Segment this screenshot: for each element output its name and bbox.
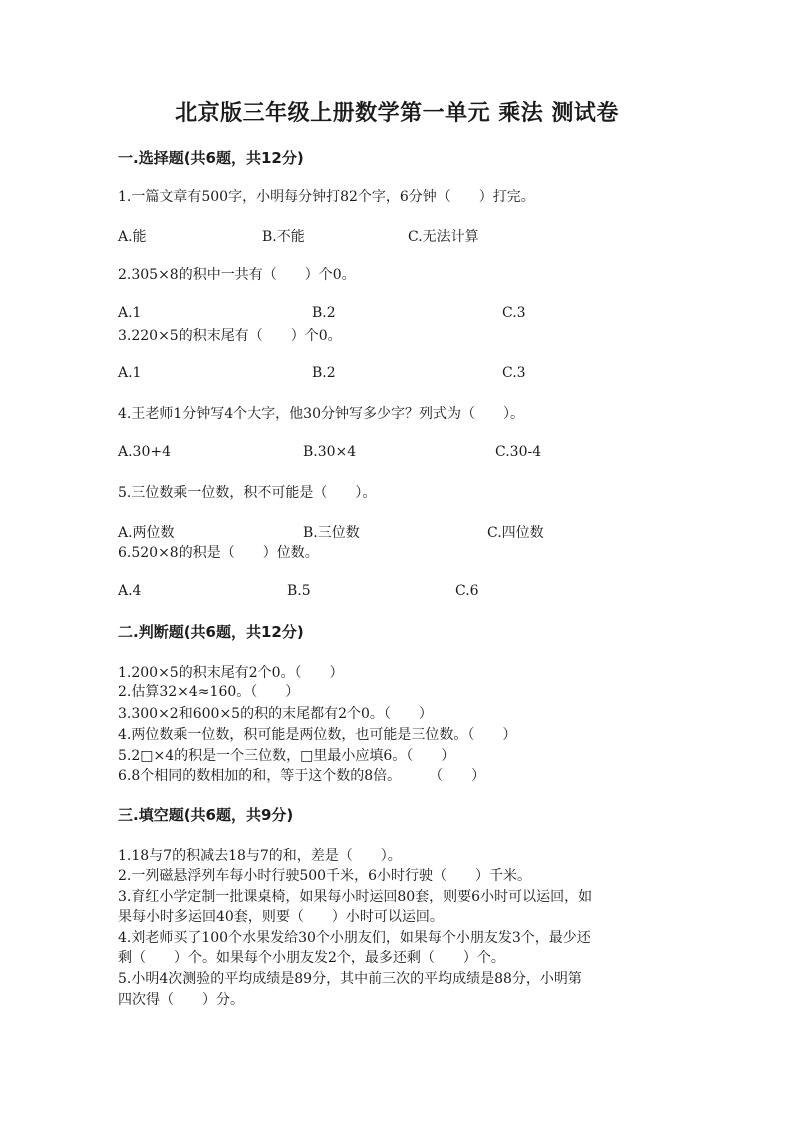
option-c: C.无法计算 [408,229,479,245]
fill-in-item-line: 果每小时多运回40套，则要（ ）小时可以运回。 [118,909,444,925]
option-c: C.30-4 [495,444,542,460]
fill-in-item-line: 5.小明4次测验的平均成绩是89分，其中前三次的平均成绩是88分，小明第 [118,971,582,987]
section-heading-choice: 一.选择题(共6题，共12分) [118,149,304,167]
fill-in-item: 1.18与7的积减去18与7的和，差是（ ）。 [118,848,402,864]
fill-in-item-line: 四次得（ ）分。 [118,992,244,1008]
option-c: C.3 [502,365,526,381]
option-a: A.1 [118,305,142,321]
option-b: B.2 [312,365,336,381]
option-a: A.1 [118,365,142,381]
option-a: A.4 [118,583,142,599]
fill-in-item: 2.一列磁悬浮列车每小时行驶500千米，6小时行驶（ ）千米。 [118,868,531,884]
question-text: 3.220×5的积末尾有（ ）个0。 [118,328,342,344]
judgement-item: 3.300×2和600×5的积的末尾都有2个0。（ ） [118,706,433,722]
fill-in-item-line: 4.刘老师买了100个水果发给30个小朋友们，如果每个小朋友发3个，最少还 [118,930,591,946]
judgement-item: 4.两位数乘一位数，积可能是两位数，也可能是三位数。（ ） [118,727,517,743]
option-b: B.5 [287,583,311,599]
option-b: B.30×4 [303,444,357,460]
judgement-item: 5.2□×4的积是一个三位数，□里最小应填6。（ ） [118,748,456,764]
section-heading-fill-in: 三.填空题(共6题，共9分) [118,806,294,824]
judgement-item: 1.200×5的积末尾有2个0。（ ） [118,665,344,681]
fill-in-item-line: 剩（ ）个。如果每个小朋友发2个，最多还剩（ ）个。 [118,950,505,966]
judgement-item: 6.8个相同的数相加的和，等于这个数的8倍。 （ ） [118,768,486,784]
question-text: 1.一篇文章有500字，小明每分钟打82个字，6分钟（ ）打完。 [118,189,535,205]
question-text: 2.305×8的积中一共有（ ）个0。 [118,267,356,283]
page-title: 北京版三年级上册数学第一单元 乘法 测试卷 [175,100,619,126]
option-b: B.2 [312,305,336,321]
option-c: C.3 [502,305,526,321]
option-b: B.三位数 [303,525,360,541]
question-text: 6.520×8的积是（ ）位数。 [118,545,319,561]
option-b: B.不能 [262,229,305,245]
option-a: A.能 [118,229,147,245]
section-heading-judgement: 二.判断题(共6题，共12分) [118,623,304,641]
question-text: 5.三位数乘一位数，积不可能是（ ）。 [118,485,377,501]
judgement-item: 2.估算32×4≈160。（ ） [118,684,300,700]
fill-in-item-line: 3.育红小学定制一批课桌椅，如果每小时运回80套，则要6小时可以运回，如 [118,889,593,905]
question-text: 4.王老师1分钟写4个大字，他30分钟写多少字？列式为（ ）。 [118,406,524,422]
option-c: C.6 [455,583,479,599]
option-a: A.30+4 [118,444,172,460]
option-a: A.两位数 [118,525,175,541]
option-c: C.四位数 [487,525,544,541]
